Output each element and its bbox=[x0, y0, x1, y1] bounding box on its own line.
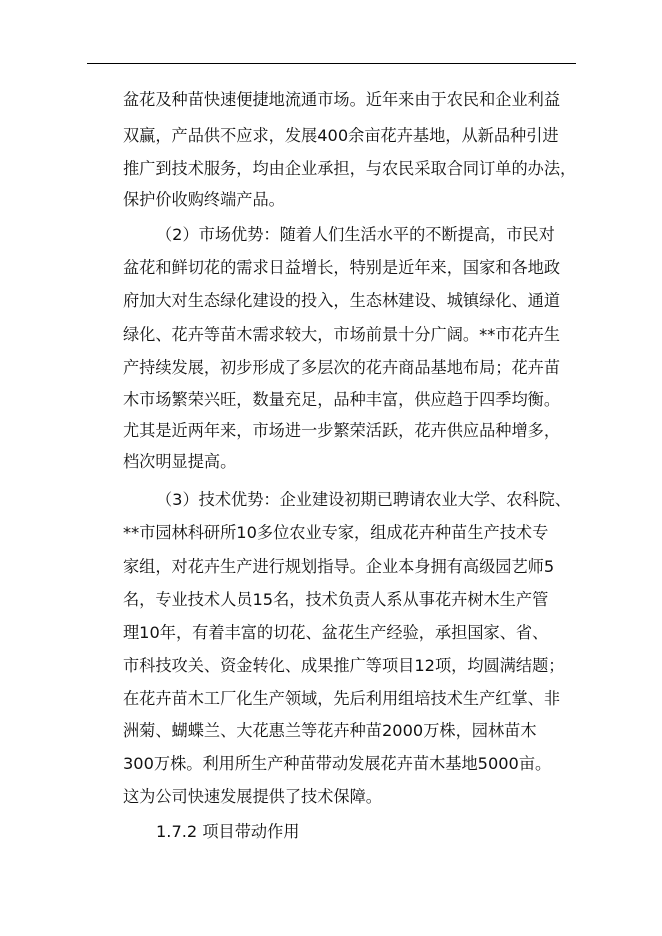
paragraph-line: 推广到技术服务，均由企业承担，与农民采取合同订单的办法， bbox=[123, 159, 577, 178]
paragraph-line: 洲菊、蝴蝶兰、大花惠兰等花卉种苗2000万株，园林苗木 bbox=[123, 721, 537, 740]
paragraph-line: 300万株。利用所生产种苗带动发展花卉苗木基地5000亩。 bbox=[123, 754, 552, 773]
paragraph-line: 木市场繁荣兴旺，数量充足，品种丰富，供应趋于四季均衡。 bbox=[123, 390, 561, 409]
paragraph-line: 这为公司快速发展提供了技术保障。 bbox=[123, 787, 382, 806]
paragraph-line: 名，专业技术人员15名，技术负责人系从事花卉树木生产管 bbox=[123, 590, 549, 609]
paragraph-line: 盆花及种苗快速便捷地流通市场。近年来由于农民和企业利益 bbox=[123, 90, 561, 109]
paragraph-line: 档次明显提高。 bbox=[123, 452, 237, 471]
paragraph-first-line: （3）技术优势：企业建设初期已聘请农业大学、农科院、 bbox=[156, 490, 571, 509]
paragraph-line: 理10年，有着丰富的切花、盆花生产经验，承担国家、省、 bbox=[123, 623, 549, 642]
paragraph-line: 府加大对生态绿化建设的投入，生态林建设、城镇绿化、通道 bbox=[123, 291, 561, 310]
paragraph-line: 保护价收购终端产品。 bbox=[123, 190, 285, 209]
paragraph-line: 双赢，产品供不应求，发展400余亩花卉基地，从新品种引进 bbox=[123, 126, 559, 145]
paragraph-line: **市园林科研所10多位农业专家，组成花卉种苗生产技术专 bbox=[123, 523, 549, 542]
paragraph-line: 产持续发展，初步形成了多层次的花卉商品基地布局；花卉苗 bbox=[123, 358, 561, 377]
paragraph-line: 绿化、花卉等苗木需求较大，市场前景十分广阔。**市花卉生 bbox=[123, 325, 561, 344]
paragraph-line: 在花卉苗木工厂化生产领域，先后利用组培技术生产红掌、非 bbox=[123, 689, 561, 708]
paragraph-line: 盆花和鲜切花的需求日益增长，特别是近年来，国家和各地政 bbox=[123, 258, 561, 277]
paragraph-first-line: （2）市场优势：随着人们生活水平的不断提高，市民对 bbox=[156, 225, 555, 244]
header-rule bbox=[87, 63, 576, 64]
paragraph-line: 市科技攻关、资金转化、成果推广等项目12项，均圆满结题； bbox=[123, 656, 565, 675]
paragraph-line: 家组，对花卉生产进行规划指导。企业本身拥有高级园艺师5 bbox=[123, 557, 555, 576]
section-heading: 1.7.2 项目带动作用 bbox=[156, 822, 300, 841]
paragraph-line: 尤其是近两年来，市场进一步繁荣活跃，花卉供应品种增多， bbox=[123, 421, 561, 440]
